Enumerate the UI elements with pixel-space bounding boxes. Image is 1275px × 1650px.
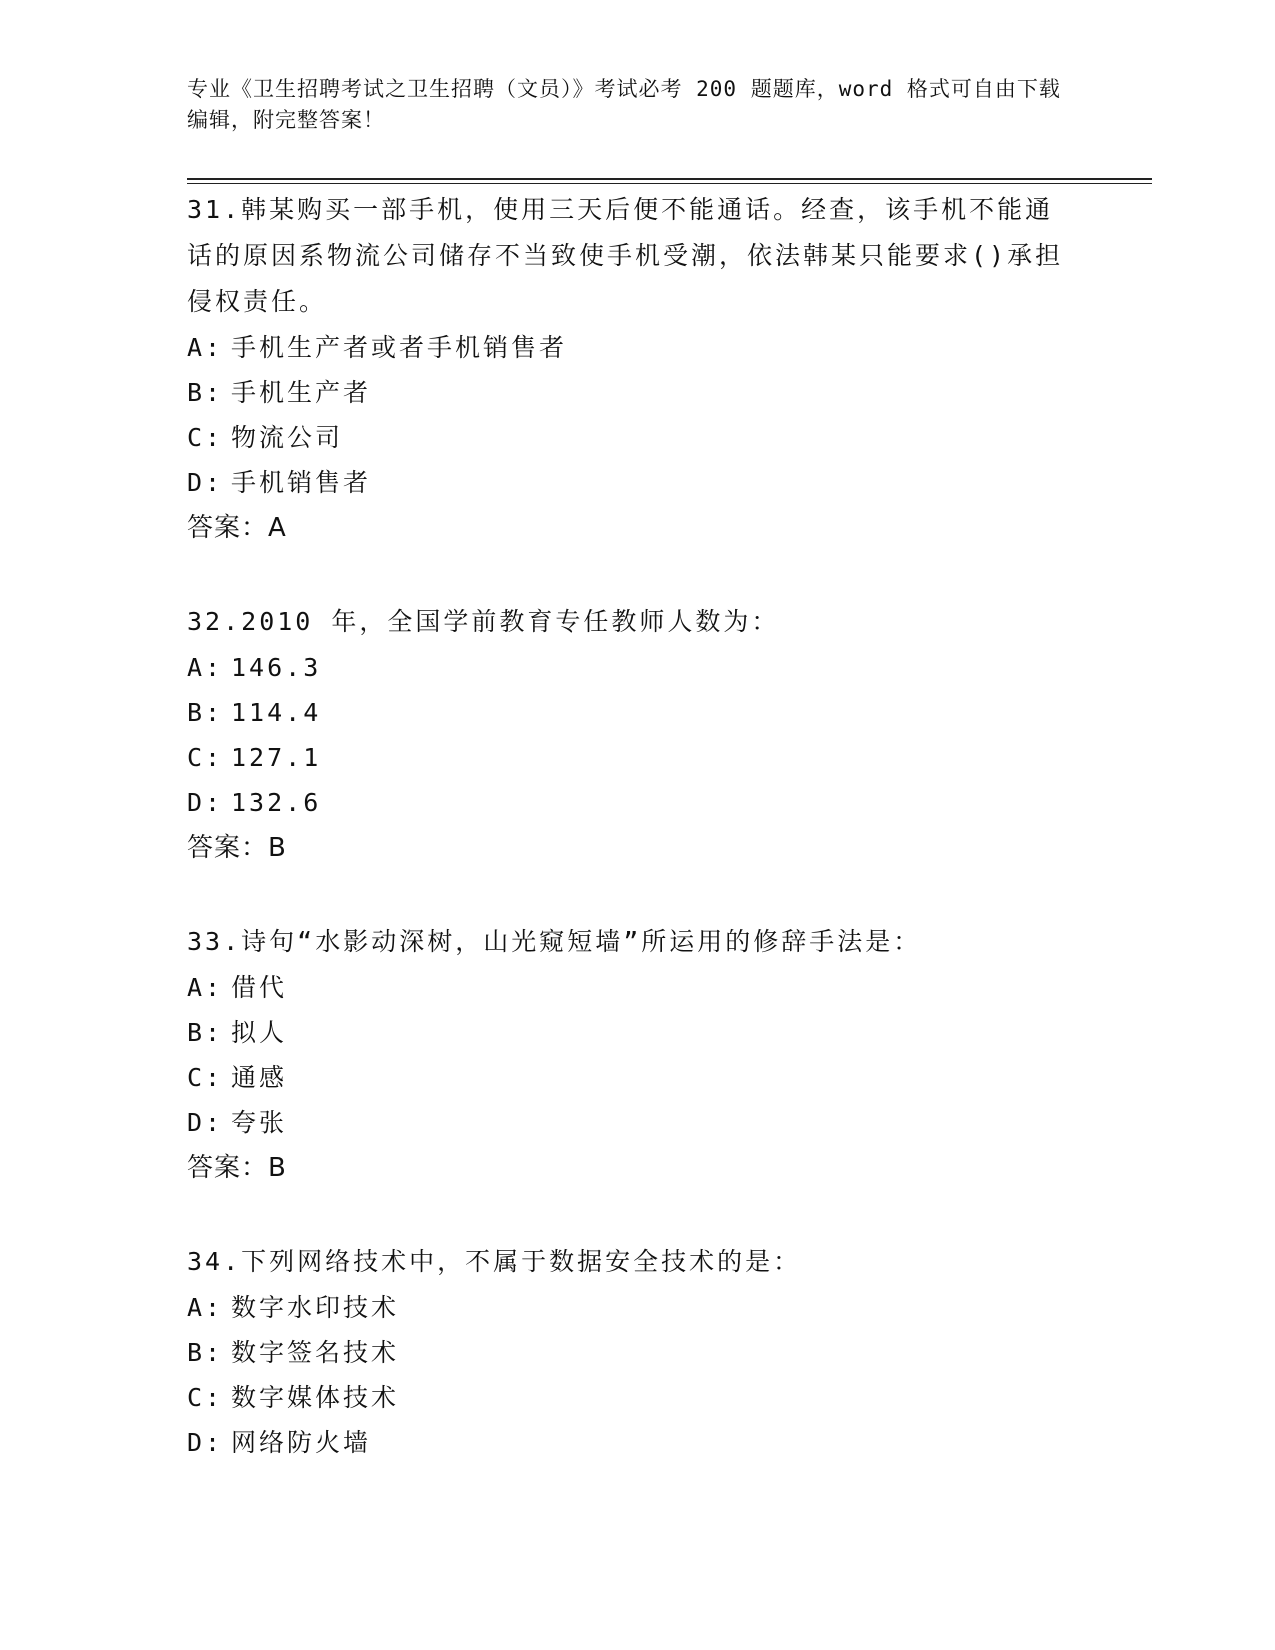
option-c (187, 1375, 1087, 1420)
option-key: D: (187, 1428, 224, 1457)
question-33 (187, 919, 1087, 1192)
option-text: 数字水印技术 (231, 1293, 400, 1322)
answer-line: 答案：A (187, 513, 287, 543)
option-b (187, 1010, 1087, 1055)
option-text: 夸张 (231, 1108, 288, 1137)
option-key: B: (187, 1338, 224, 1367)
option-key: A: (187, 333, 224, 362)
option-c (187, 415, 1087, 460)
option-key: A: (187, 973, 224, 1002)
option-text: 手机销售者 (231, 468, 372, 497)
option-text: 借代 (231, 973, 288, 1002)
option-key: C: (187, 743, 224, 772)
option-a (187, 645, 1087, 690)
question-31 (187, 187, 1087, 552)
question-34 (187, 1239, 1087, 1465)
option-text: 114.4 (231, 698, 322, 727)
option-text: 拟人 (231, 1018, 288, 1047)
option-b (187, 1330, 1087, 1375)
option-text: 物流公司 (231, 423, 344, 452)
option-text: 网络防火墙 (231, 1428, 372, 1457)
option-text: 146.3 (231, 653, 322, 682)
option-text: 手机生产者 (231, 378, 372, 407)
question-32 (187, 599, 1087, 872)
option-c (187, 735, 1087, 780)
option-d (187, 460, 1087, 505)
option-text: 数字媒体技术 (231, 1383, 400, 1412)
option-key: C: (187, 423, 224, 452)
option-text: 132.6 (231, 788, 322, 817)
option-d (187, 1420, 1087, 1465)
option-key: C: (187, 1063, 224, 1092)
option-key: D: (187, 788, 224, 817)
option-b (187, 690, 1087, 735)
option-key: B: (187, 378, 224, 407)
option-b (187, 370, 1087, 415)
option-key: A: (187, 1293, 224, 1322)
option-c (187, 1055, 1087, 1100)
question-stem: 32.2010 年，全国学前教育专任教师人数为： (187, 607, 780, 636)
question-stem: 34.下列网络技术中，不属于数据安全技术的是： (187, 1247, 802, 1276)
option-key: D: (187, 1108, 224, 1137)
header-rule-thick (187, 178, 1152, 180)
option-key: B: (187, 1018, 224, 1047)
document-header: 专业《卫生招聘考试之卫生招聘（文员）》考试必考 200 题题库，word 格式可自由下载编辑，附完整答案！ (187, 77, 1061, 132)
question-stem: 33.诗句“水影动深树，山光窥短墙”所运用的修辞手法是： (187, 927, 922, 956)
option-key: B: (187, 698, 224, 727)
question-stem: 31.韩某购买一部手机，使用三天后便不能通话。经查，该手机不能通话的原因系物流公司储存不当致使手机受潮，依法韩某只能要求()承担侵权责任。 (187, 195, 1064, 316)
option-text: 手机生产者或者手机销售者 (231, 333, 568, 362)
answer-line: 答案：B (187, 833, 287, 863)
option-key: D: (187, 468, 224, 497)
option-a (187, 325, 1087, 370)
answer-line: 答案：B (187, 1153, 287, 1183)
option-d (187, 1100, 1087, 1145)
option-key: A: (187, 653, 224, 682)
header-rule-thin (187, 183, 1152, 184)
option-text: 通感 (231, 1063, 288, 1092)
option-a (187, 965, 1087, 1010)
option-a (187, 1285, 1087, 1330)
option-text: 127.1 (231, 743, 322, 772)
question-list (187, 187, 1087, 1512)
option-key: C: (187, 1383, 224, 1412)
option-d (187, 780, 1087, 825)
option-text: 数字签名技术 (231, 1338, 400, 1367)
